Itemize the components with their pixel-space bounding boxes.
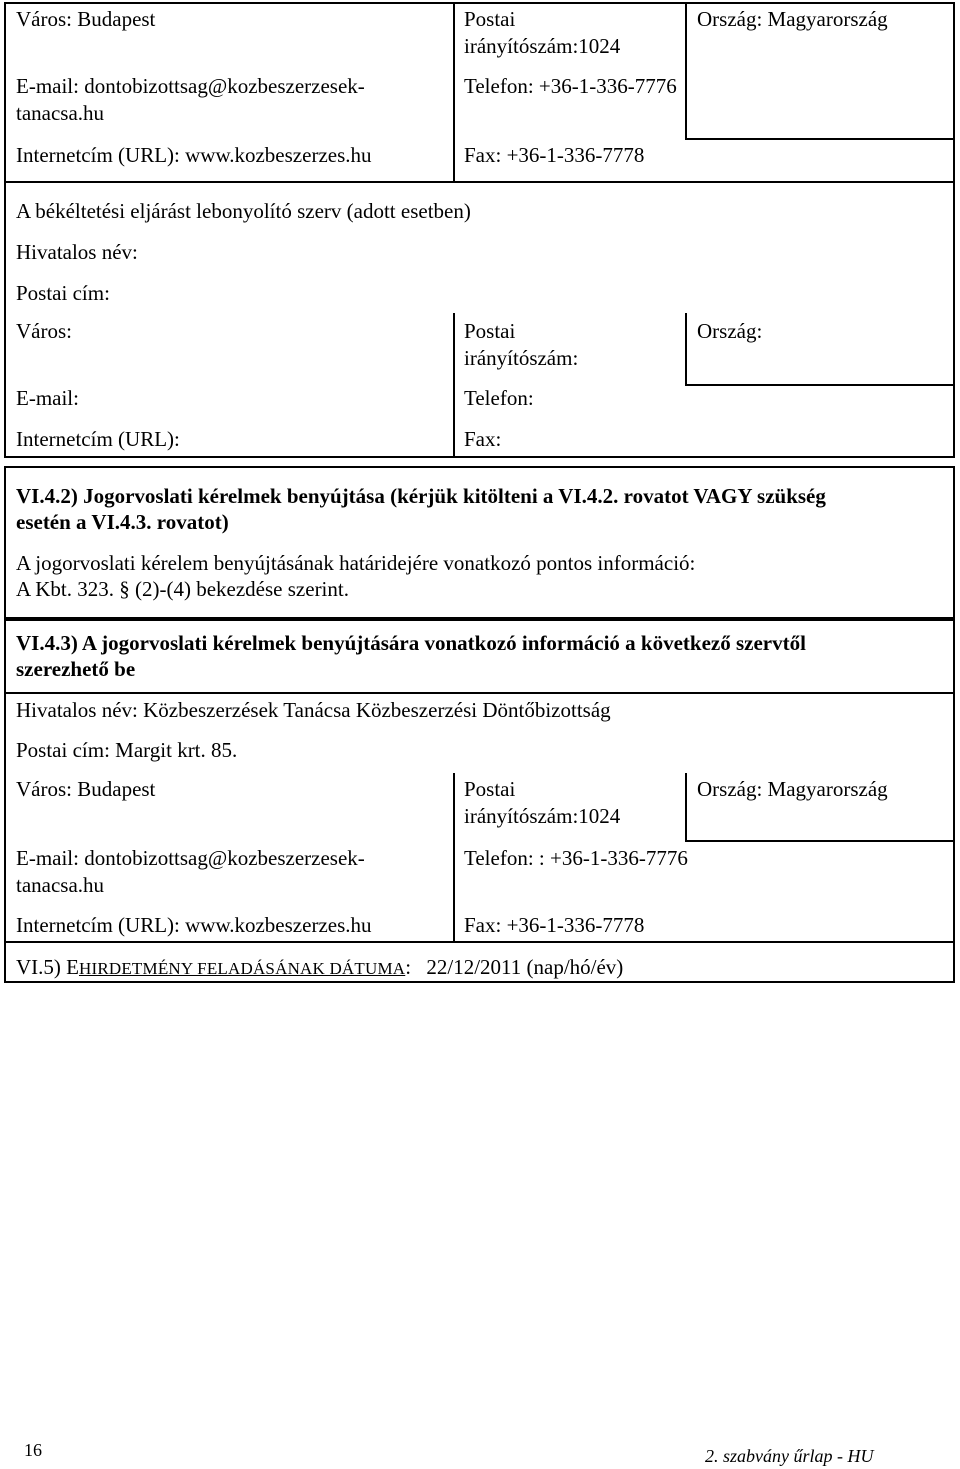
divider bbox=[685, 313, 687, 385]
top-phone: Telefon: +36-1-336-7776 bbox=[464, 74, 677, 98]
vi43-email-cont: tanacsa.hu bbox=[16, 873, 105, 897]
top-email: E-mail: dontobizottsag@kozbeszerzesek- bbox=[16, 74, 365, 98]
divider bbox=[453, 773, 455, 942]
vi43-postal-label: Postai bbox=[464, 777, 516, 801]
vi42-deadline-info: A jogorvoslati kérelem benyújtásának határidejére vonatkozó pontos információ: bbox=[16, 551, 696, 575]
vi43-email: E-mail: dontobizottsag@kozbeszerzesek- bbox=[16, 846, 365, 870]
form-name: 2. szabvány űrlap - HU bbox=[705, 1446, 874, 1466]
top-postal-code: irányítószám:1024 bbox=[464, 34, 621, 58]
divider bbox=[685, 773, 687, 842]
vi43-city: Város: Budapest bbox=[16, 777, 156, 801]
mediation-country: Ország: bbox=[697, 319, 763, 343]
mediation-postal-label: Postai bbox=[464, 319, 516, 343]
vi42-heading: VI.4.2) Jogorvoslati kérelmek benyújtása (kérjük kitölteni a VI.4.2. rovatot VAGY szükség bbox=[16, 484, 826, 508]
vi5-prefix: VI.5) E bbox=[16, 955, 79, 979]
vi43-fax: Fax: +36-1-336-7778 bbox=[464, 913, 645, 937]
vi43-internet: Internetcím (URL): www.kozbeszerzes.hu bbox=[16, 913, 372, 937]
page-number: 16 bbox=[24, 1440, 42, 1460]
vi5-dispatch-date bbox=[16, 954, 623, 982]
vi5-label: HIRDETMÉNY FELADÁSÁNAK DÁTUMA bbox=[78, 959, 406, 978]
top-country: Ország: Magyarország bbox=[697, 7, 888, 31]
mediation-official-name: Hivatalos név: bbox=[16, 240, 138, 264]
vi43-country: Ország: Magyarország bbox=[697, 777, 888, 801]
vi43-heading-cont: szerezhető be bbox=[16, 657, 136, 681]
divider bbox=[685, 840, 955, 842]
top-internet: Internetcím (URL): www.kozbeszerzes.hu bbox=[16, 143, 372, 167]
divider bbox=[4, 692, 955, 694]
divider bbox=[453, 2, 455, 183]
mediation-internet: Internetcím (URL): bbox=[16, 427, 180, 451]
vi43-official-name: Hivatalos név: Közbeszerzések Tanácsa Közbeszerzési Döntőbizottság bbox=[16, 698, 611, 722]
mediation-phone: Telefon: bbox=[464, 386, 534, 410]
divider bbox=[685, 138, 955, 140]
mediation-postal-code: irányítószám: bbox=[464, 346, 579, 370]
divider bbox=[685, 384, 955, 386]
top-email-cont: tanacsa.hu bbox=[16, 101, 105, 125]
vi5-colon: : bbox=[405, 955, 412, 979]
vi5-date: 22/12/2011 (nap/hó/év) bbox=[426, 955, 624, 979]
top-city: Város: Budapest bbox=[16, 7, 156, 31]
divider bbox=[685, 2, 687, 140]
mediation-heading: A békéltetési eljárást lebonyolító szerv (adott esetben) bbox=[16, 199, 471, 223]
mediation-postal-address: Postai cím: bbox=[16, 281, 110, 305]
vi42-heading-cont: esetén a VI.4.3. rovatot) bbox=[16, 510, 229, 534]
mediation-city: Város: bbox=[16, 319, 72, 343]
mediation-fax: Fax: bbox=[464, 427, 502, 451]
vi42-deadline-reference: A Kbt. 323. § (2)-(4) bekezdése szerint. bbox=[16, 577, 349, 601]
vi43-postal-code: irányítószám:1024 bbox=[464, 804, 621, 828]
top-fax: Fax: +36-1-336-7778 bbox=[464, 143, 645, 167]
top-postal-label: Postai bbox=[464, 7, 516, 31]
vi43-phone: Telefon: : +36-1-336-7776 bbox=[464, 846, 688, 870]
vi43-postal-address: Postai cím: Margit krt. 85. bbox=[16, 738, 238, 762]
mediation-email: E-mail: bbox=[16, 386, 79, 410]
divider bbox=[453, 313, 455, 458]
vi43-heading: VI.4.3) A jogorvoslati kérelmek benyújtására vonatkozó információ a következő szervtől bbox=[16, 631, 806, 655]
divider bbox=[4, 941, 955, 943]
